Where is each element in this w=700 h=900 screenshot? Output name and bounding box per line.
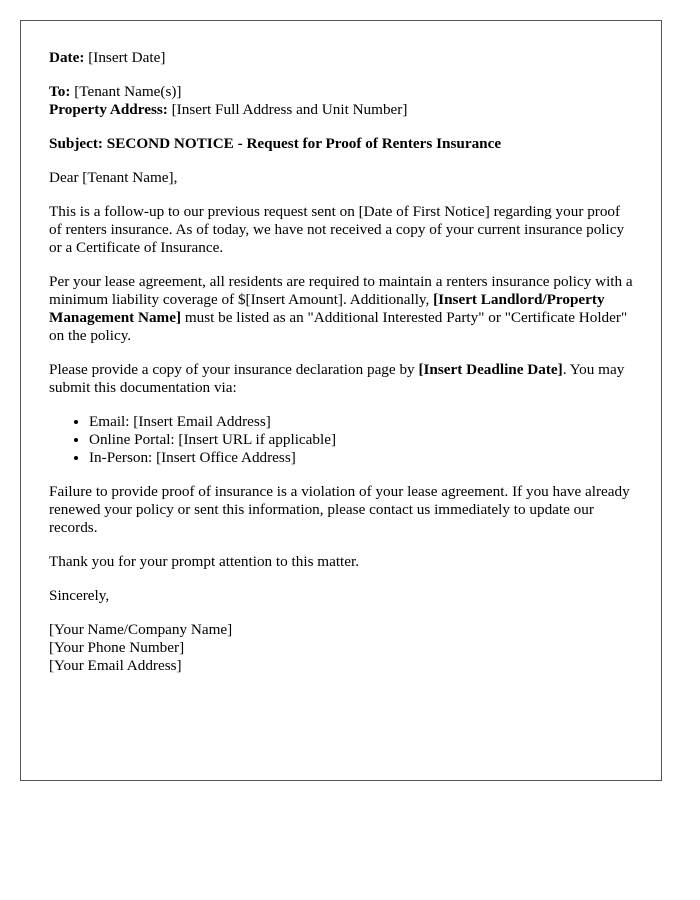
paragraph-violation: Failure to provide proof of insurance is a violation of your lease agreement. If you have already renewed your policy or sent this information, please contact us immediately to update our records.	[49, 483, 630, 536]
submission-methods-list	[49, 413, 633, 467]
para2-before: Per your lease agreement, all residents are required to maintain a renters insurance policy with a minimum liability coverage of $[Insert Amount]. Additionally,	[49, 273, 633, 308]
letter	[20, 20, 662, 781]
to-label: To:	[49, 83, 71, 100]
closing: Sincerely,	[49, 587, 110, 604]
to-line	[49, 83, 633, 101]
para3-after: . You may submit this documentation via:	[49, 361, 625, 396]
para3-before: Please provide a copy of your insurance declaration page by	[49, 361, 419, 378]
signature-email: [Your Email Address]	[49, 657, 182, 674]
list-item-portal: • Online Portal: [Insert URL if applicable]	[89, 431, 633, 449]
date-label: Date:	[49, 49, 85, 66]
para2-after: must be listed as an "Additional Interested Party" or "Certificate Holder" on the policy.	[49, 309, 628, 344]
list-item-email: • Email: [Insert Email Address]	[89, 413, 633, 431]
property-value: [Insert Full Address and Unit Number]	[167, 101, 408, 118]
recipient-block	[49, 83, 633, 119]
paragraph-thanks: Thank you for your prompt attention to this matter.	[49, 553, 360, 570]
paragraph-followup: This is a follow-up to our previous request sent on [Date of First Notice] regarding your proof of renters insurance. As of today, we have not received a copy of your current insurance policy or a Certificate of Insurance.	[49, 203, 625, 256]
salutation: Dear [Tenant Name],	[49, 169, 178, 186]
signature-phone: [Your Phone Number]	[49, 639, 185, 656]
paragraph-deadline	[49, 361, 633, 397]
property-label: Property Address:	[49, 101, 168, 118]
date-value: [Insert Date]	[84, 49, 166, 66]
subject-text: Subject: SECOND NOTICE - Request for Proof of Renters Insurance	[49, 135, 502, 152]
deadline-placeholder: [Insert Deadline Date]	[418, 361, 563, 378]
date-line	[49, 49, 633, 67]
subject-line	[49, 135, 633, 153]
paragraph-requirements	[49, 273, 633, 345]
signature-name: [Your Name/Company Name]	[49, 621, 233, 638]
list-item-in-person: • In-Person: [Insert Office Address]	[89, 449, 633, 467]
to-value: [Tenant Name(s)]	[70, 83, 182, 100]
property-line	[49, 101, 633, 119]
landlord-name-placeholder: [Insert Landlord/Property Management Name]	[49, 291, 605, 326]
signature-block	[49, 621, 633, 675]
